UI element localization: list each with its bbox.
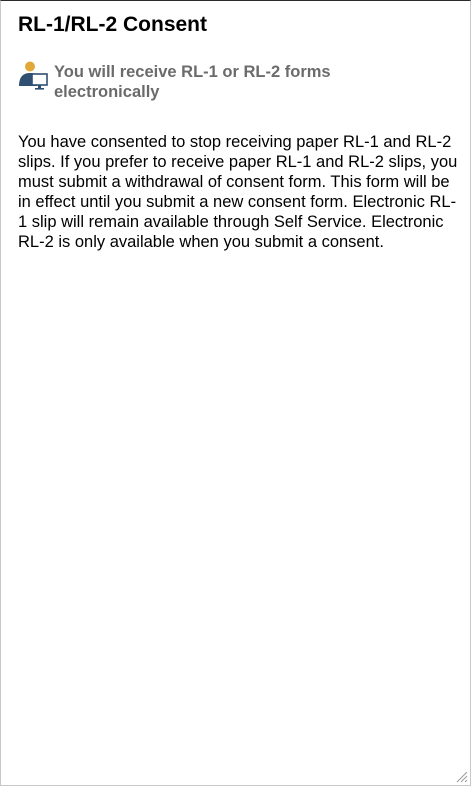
page-title: RL-1/RL-2 Consent [18,13,207,36]
resize-grip-icon[interactable] [454,769,468,783]
user-computer-icon [18,61,48,91]
consent-message: You have consented to stop receiving paper RL-1 and RL-2 slips. If you prefer to receive paper RL-1 and RL-2 slips, you must submit a withdrawal of consent form. This form will be in effect until you submit a new consent form. Electronic RL-1 slip will remain available through Self Service. Electronic RL-2 is only available when you submit a consent. [18,133,458,251]
consent-status-text: You will receive RL-1 or RL-2 forms electronically [54,63,331,101]
consent-status [18,61,458,105]
